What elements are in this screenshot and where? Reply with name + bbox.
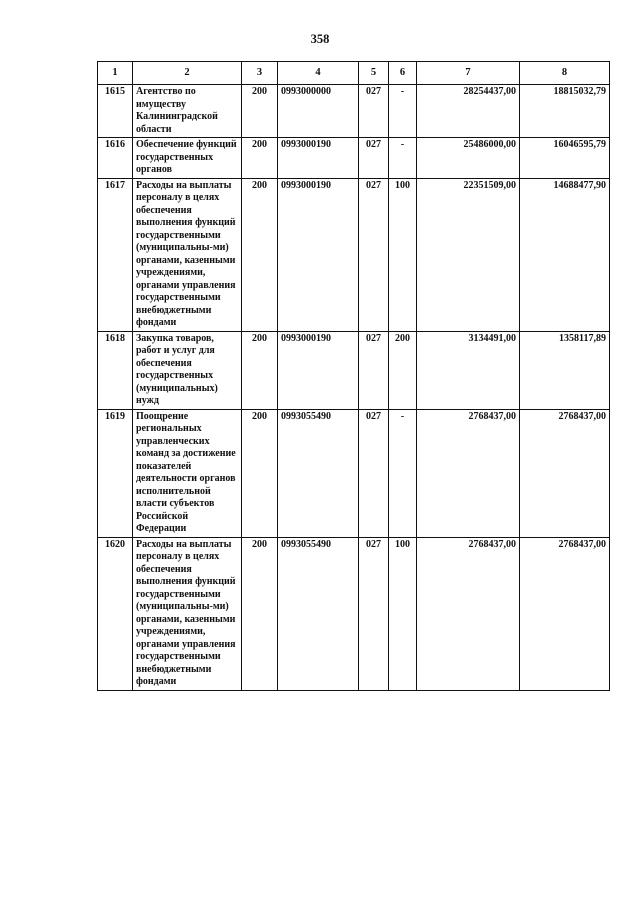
cell-col5: 027 xyxy=(359,138,389,179)
cell-col3: 200 xyxy=(242,178,278,331)
cell-col3: 200 xyxy=(242,409,278,537)
target-code: 0993055490 xyxy=(278,537,359,690)
table-row xyxy=(98,409,610,537)
target-code: 0993000190 xyxy=(278,331,359,409)
table-row xyxy=(98,178,610,331)
row-number: 1616 xyxy=(98,138,133,179)
column-header: 3 xyxy=(242,62,278,85)
row-number: 1619 xyxy=(98,409,133,537)
target-code: 0993055490 xyxy=(278,409,359,537)
amount-col8: 14688477,90 xyxy=(520,178,610,331)
column-header: 2 xyxy=(133,62,242,85)
cell-col5: 027 xyxy=(359,85,389,138)
amount-col8: 18815032,79 xyxy=(520,85,610,138)
table-row xyxy=(98,331,610,409)
amount-col7: 25486000,00 xyxy=(417,138,520,179)
expense-type: - xyxy=(389,138,417,179)
cell-col3: 200 xyxy=(242,331,278,409)
column-header: 7 xyxy=(417,62,520,85)
amount-col7: 2768437,00 xyxy=(417,409,520,537)
target-code: 0993000190 xyxy=(278,138,359,179)
row-number: 1615 xyxy=(98,85,133,138)
cell-col3: 200 xyxy=(242,138,278,179)
row-name: Агентство по имуществу Калининградской области xyxy=(133,85,242,138)
cell-col5: 027 xyxy=(359,409,389,537)
cell-col3: 200 xyxy=(242,537,278,690)
expense-type: 100 xyxy=(389,537,417,690)
amount-col8: 2768437,00 xyxy=(520,409,610,537)
row-name: Расходы на выплаты персоналу в целях обеспечения выполнения функций государственными (муниципальны-ми) органами, казенными учреждениями, органами управления государственными внебюджетными фондами xyxy=(133,178,242,331)
amount-col8: 2768437,00 xyxy=(520,537,610,690)
row-name: Закупка товаров, работ и услуг для обеспечения государственных (муниципальных) нужд xyxy=(133,331,242,409)
amount-col7: 2768437,00 xyxy=(417,537,520,690)
amount-col8: 1358117,89 xyxy=(520,331,610,409)
expense-type: - xyxy=(389,409,417,537)
budget-table xyxy=(97,61,610,691)
table-row xyxy=(98,138,610,179)
expense-type: - xyxy=(389,85,417,138)
table-row xyxy=(98,537,610,690)
column-header: 6 xyxy=(389,62,417,85)
row-name: Обеспечение функций государственных органов xyxy=(133,138,242,179)
amount-col7: 22351509,00 xyxy=(417,178,520,331)
expense-type: 200 xyxy=(389,331,417,409)
target-code: 0993000190 xyxy=(278,178,359,331)
column-header: 8 xyxy=(520,62,610,85)
column-header: 1 xyxy=(98,62,133,85)
cell-col3: 200 xyxy=(242,85,278,138)
cell-col5: 027 xyxy=(359,331,389,409)
amount-col7: 3134491,00 xyxy=(417,331,520,409)
cell-col5: 027 xyxy=(359,178,389,331)
header-row xyxy=(98,62,610,85)
amount-col8: 16046595,79 xyxy=(520,138,610,179)
row-number: 1617 xyxy=(98,178,133,331)
target-code: 0993000000 xyxy=(278,85,359,138)
column-header: 4 xyxy=(278,62,359,85)
row-name: Расходы на выплаты персоналу в целях обеспечения выполнения функций государственными (муниципальны-ми) органами, казенными учреждениями, органами управления государственными внебюджетными фондами xyxy=(133,537,242,690)
table-row xyxy=(98,85,610,138)
column-header: 5 xyxy=(359,62,389,85)
row-number: 1620 xyxy=(98,537,133,690)
cell-col5: 027 xyxy=(359,537,389,690)
page-number: 358 xyxy=(310,32,330,46)
amount-col7: 28254437,00 xyxy=(417,85,520,138)
expense-type: 100 xyxy=(389,178,417,331)
row-number: 1618 xyxy=(98,331,133,409)
row-name: Поощрение региональных управленческих команд за достижение показателей деятельности органов исполнительной власти субъектов Российской Федерации xyxy=(133,409,242,537)
